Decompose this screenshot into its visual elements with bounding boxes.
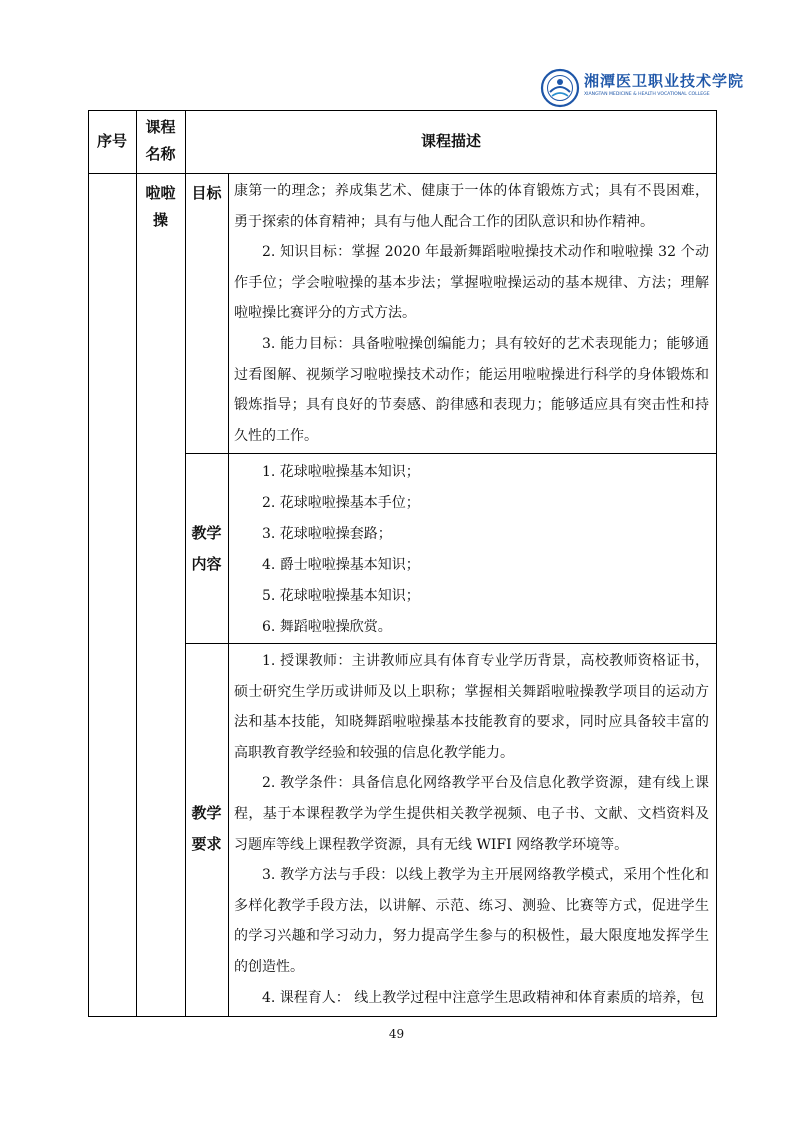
req-paragraph: 2. 教学条件：具备信息化网络教学平台及信息化教学资源，建有线上课程，基于本课程教学为学生提供相关教学视频、电子书、文献、文档资料及习题库等线上课程教学资源，具有无线 WIFI 网络教学环境等。 — [234, 775, 709, 853]
list-item: 3. 花球啦啦操套路； — [262, 526, 392, 542]
goal-paragraph: 康第一的理念；养成集艺术、健康于一体的体育锻炼方式；具有不畏困难，勇于探索的体育精神；具有与他人配合工作的团队意识和协作精神。 — [234, 183, 709, 230]
course-name-l2: 操 — [152, 211, 168, 229]
table-border-left — [88, 110, 89, 1017]
table-border-bottom — [88, 1016, 717, 1017]
req-text — [234, 646, 709, 1013]
req-label-l1: 教学 — [191, 804, 222, 822]
page-number: 49 — [388, 1027, 405, 1041]
college-name-en: XIANGTAN MEDICINE & HEALTH VOCATIONAL COLLEGE — [584, 92, 710, 97]
content-label-l1: 教学 — [191, 524, 222, 542]
header-course-name-l2: 名称 — [145, 145, 176, 163]
list-item: 2. 花球啦啦操基本手位； — [262, 495, 420, 511]
table-border-top — [88, 110, 717, 111]
header-divider — [88, 173, 717, 174]
req-label-l2: 要求 — [191, 835, 222, 853]
goal-text — [234, 176, 709, 451]
goal-paragraph: 2. 知识目标：掌握 2020 年最新舞蹈啦啦操技术动作和啦啦操 32 个动作手位；学会啦啦操的基本步法；掌握啦啦操运动的基本规律、方法；理解啦啦操比赛评分的方式方法。 — [234, 244, 709, 322]
goal-paragraph: 3. 能力目标：具备啦啦操创编能力；具有较好的艺术表现能力；能够通过看图解、视频学习啦啦操技术动作；能运用啦啦操进行科学的身体锻炼和锻炼指导；具有良好的节奏感、韵律感和表现力；能够适应具有突击性和持久性的工作。 — [234, 335, 709, 444]
col-divider-3 — [228, 173, 229, 1016]
col-divider-1 — [136, 110, 137, 1017]
content-label-l2: 内容 — [191, 555, 222, 573]
list-item: 4. 爵士啦啦操基本知识； — [262, 557, 420, 573]
content-list — [234, 457, 709, 643]
req-paragraph: 1. 授课教师：主讲教师应具有体育专业学历背景，高校教师资格证书，硕士研究生学历或讲师及以上职称；掌握相关舞蹈啦啦操教学项目的运动方法和基本技能，知晓舞蹈啦啦操基本技能教育的要求，同时应具备较丰富的高职教育教学经验和较强的信息化教学能力。 — [234, 653, 709, 761]
req-paragraph: 3. 教学方法与手段：以线上教学为主开展网络教学模式，采用个性化和多样化教学手段方法，以讲解、示范、练习、测验、比赛等方式，促进学生的学习兴趣和学习动力，努力提高学生参与的积极性，最大限度地发挥学生的创造性。 — [234, 867, 709, 975]
course-table — [88, 110, 717, 1017]
list-item: 6. 舞蹈啦啦操欣赏。 — [262, 619, 392, 635]
course-name-l1: 啦啦 — [145, 184, 176, 202]
list-item: 5. 花球啦啦操基本知识； — [262, 588, 420, 604]
req-paragraph: 4. 课程育人： 线上教学过程中注意学生思政精神和体育素质的培养，包 — [262, 989, 705, 1006]
college-emblem-icon — [540, 68, 580, 108]
college-name-cn: 湘潭医卫职业技术学院 — [584, 72, 745, 90]
table-border-right — [716, 110, 717, 1017]
content-divider — [185, 643, 717, 644]
header-course-name-l1: 课程 — [145, 118, 176, 136]
header-desc: 课程描述 — [420, 132, 481, 150]
goal-divider — [185, 453, 717, 454]
goal-label: 目标 — [191, 184, 222, 202]
college-logo — [540, 68, 745, 108]
list-item: 1. 花球啦啦操基本知识； — [262, 464, 420, 480]
header-seq: 序号 — [96, 132, 127, 150]
